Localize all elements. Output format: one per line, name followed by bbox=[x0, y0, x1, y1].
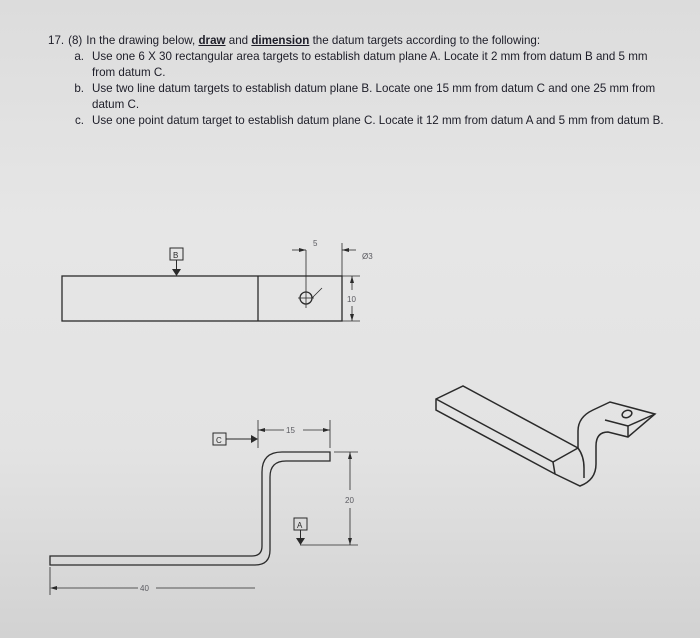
arrowhead bbox=[348, 538, 352, 545]
iso-hole bbox=[621, 409, 633, 419]
intro-post: the datum targets according to the following: bbox=[312, 34, 541, 47]
datum-a-label: A bbox=[297, 521, 303, 530]
item-letter: c. bbox=[74, 114, 84, 127]
item-letter: b. bbox=[74, 82, 84, 95]
dim-top-width-text: 15 bbox=[286, 426, 295, 435]
intro-dimension: dimension bbox=[251, 34, 310, 47]
datum-b-triangle bbox=[172, 269, 181, 276]
datum-a-triangle bbox=[296, 538, 305, 545]
arrowhead bbox=[342, 248, 349, 252]
question-points: (8) bbox=[68, 34, 83, 47]
datum-c-triangle bbox=[251, 435, 258, 443]
iso-edge bbox=[436, 399, 553, 462]
item-text: Use one 6 X 30 rectangular area targets to establish datum plane A. Locate it 2 mm from datum B and 5 mm from datum C. bbox=[92, 50, 648, 79]
iso-edge bbox=[553, 448, 578, 462]
iso-edge bbox=[553, 462, 555, 474]
isometric-view bbox=[436, 386, 655, 486]
datum-b-label: B bbox=[173, 251, 179, 260]
iso-edge bbox=[578, 448, 584, 478]
bracket-profile bbox=[50, 452, 330, 565]
iso-bracket-outline bbox=[436, 386, 655, 486]
datum-c-label: C bbox=[216, 436, 222, 445]
dim-total-height-text: 20 bbox=[345, 496, 354, 505]
arrowhead bbox=[348, 452, 352, 459]
question-number: 17. bbox=[48, 34, 65, 47]
hole-leader bbox=[312, 288, 322, 298]
item-letter: a. bbox=[74, 50, 84, 63]
arrowhead bbox=[350, 314, 354, 321]
arrowhead bbox=[350, 276, 354, 283]
iso-edge bbox=[628, 414, 655, 426]
arrowhead bbox=[50, 586, 57, 590]
iso-edge bbox=[605, 420, 628, 426]
top-view bbox=[62, 243, 360, 321]
arrowhead bbox=[299, 248, 306, 252]
dim-bottom-length-text: 40 bbox=[140, 584, 149, 593]
arrowhead bbox=[258, 428, 265, 432]
item-text: Use two line datum targets to establish datum plane B. Locate one 15 mm from datum C and one 25 mm from datum C. bbox=[92, 82, 656, 111]
dim-height-text: 10 bbox=[347, 295, 356, 304]
dim-hole-dia-text: Ø3 bbox=[362, 252, 373, 261]
front-view bbox=[50, 420, 358, 595]
intro-draw: draw bbox=[198, 34, 226, 47]
intro-and: and bbox=[228, 34, 249, 47]
item-text: Use one point datum target to establish datum plane C. Locate it 12 mm from datum A and 5 mm from datum B. bbox=[92, 114, 664, 127]
arrowhead bbox=[323, 428, 330, 432]
dim-hole-offset-text: 5 bbox=[313, 239, 318, 248]
intro-pre: In the drawing below, bbox=[86, 34, 196, 47]
